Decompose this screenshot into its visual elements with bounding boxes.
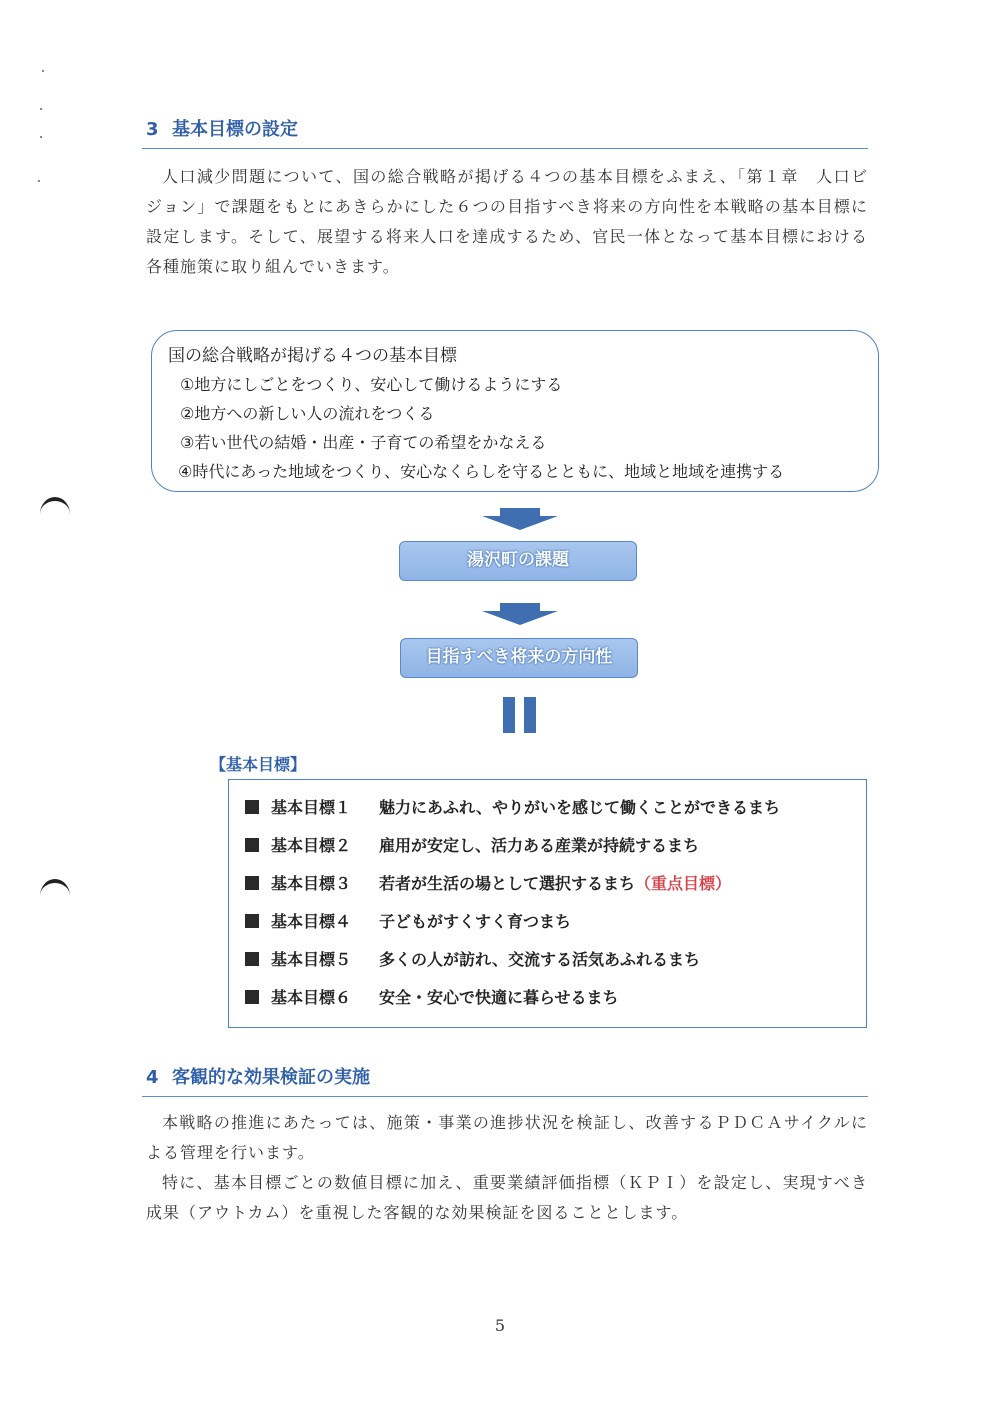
national-goals-title: 国の総合戦略が掲げる４つの基本目標 — [168, 346, 457, 366]
square-bullet-icon — [245, 838, 259, 852]
basic-objectives-box — [228, 779, 867, 1028]
objective-label: 基本目標４ — [271, 912, 352, 931]
national-goals-box — [151, 330, 879, 492]
section-3-text: 人口減少問題について、国の総合戦略が掲げる４つの基本目標をふまえ、「第１章 人口ビジョン」で課題をもとにあきらかにした６つの目指すべき将来の方向性を本戦略の基本目標に設定します。そして、展望する将来人口を達成するため、官民一体となって基本目標における各種施策に取り組んでいきます。 — [146, 167, 868, 276]
flow-arrow-1-bar — [500, 508, 540, 516]
national-goal-item: ③若い世代の結婚・出産・子育ての希望をかなえる — [180, 433, 547, 452]
down-arrow-icon — [482, 516, 558, 530]
national-goal-item: ②地方への新しい人の流れをつくる — [180, 404, 435, 423]
section-3-paragraph — [146, 162, 868, 282]
page-number: 5 — [494, 1316, 506, 1335]
basic-objectives-label: 【基本目標】 — [210, 755, 307, 774]
square-bullet-icon — [245, 990, 259, 1004]
objective-description: 若者が生活の場として選択するまち（重点目標） — [379, 874, 732, 893]
section-3-number: 3 — [146, 119, 159, 140]
objective-label: 基本目標２ — [271, 836, 352, 855]
flow-box-future-direction: 目指すべき将来の方向性 — [400, 638, 638, 678]
scan-speck — [40, 108, 42, 110]
square-bullet-icon — [245, 914, 259, 928]
objective-description: 多くの人が訪れ、交流する活気あふれるまち — [379, 950, 700, 969]
scan-speck — [38, 180, 40, 182]
objective-label: 基本目標３ — [271, 874, 352, 893]
square-bullet-icon — [245, 876, 259, 890]
punch-hole-mark — [40, 497, 70, 531]
punch-hole-mark — [40, 879, 70, 913]
priority-objective-note: （重点目標） — [635, 874, 732, 893]
square-bullet-icon — [245, 800, 259, 814]
scan-speck — [42, 70, 44, 72]
section-3-heading — [142, 116, 868, 149]
flow-arrow-2-bar — [500, 603, 540, 611]
objective-label: 基本目標５ — [271, 950, 352, 969]
equals-sign-bar-right — [524, 697, 536, 733]
section-4-heading — [142, 1064, 868, 1097]
objective-label: 基本目標６ — [271, 988, 352, 1007]
national-goal-item: ①地方にしごとをつくり、安心して働けるようにする — [180, 375, 563, 394]
flow-box-town-issues: 湯沢町の課題 — [399, 541, 637, 581]
section-4-title: 客観的な効果検証の実施 — [172, 1067, 370, 1088]
section-4-text-1: 本戦略の推進にあたっては、施策・事業の進捗状況を検証し、改善するＰＤＣＡサイクルによる管理を行います。 — [146, 1113, 868, 1162]
equals-sign-bar-left — [503, 697, 515, 733]
objective-description: 雇用が安定し、活力ある産業が持続するまち — [379, 836, 700, 855]
section-4-paragraph — [146, 1108, 868, 1228]
section-3-title: 基本目標の設定 — [172, 119, 298, 140]
objective-description: 安全・安心で快適に暮らせるまち — [379, 988, 619, 1007]
section-4-number: 4 — [146, 1067, 159, 1088]
square-bullet-icon — [245, 952, 259, 966]
down-arrow-icon — [482, 611, 558, 625]
objective-description: 子どもがすくすく育つまち — [379, 912, 572, 931]
section-4-text-2: 特に、基本目標ごとの数値目標に加え、重要業績評価指標（ＫＰＩ）を設定し、実現すべき成果（アウトカム）を重視した客観的な効果検証を図ることとします。 — [146, 1173, 868, 1222]
objective-description: 魅力にあふれ、やりがいを感じて働くことができるまち — [379, 798, 780, 817]
scan-speck — [40, 136, 42, 138]
objective-label: 基本目標１ — [271, 798, 352, 817]
national-goal-item: ④時代にあった地域をつくり、安心なくらしを守るとともに、地域と地域を連携する — [178, 462, 785, 481]
